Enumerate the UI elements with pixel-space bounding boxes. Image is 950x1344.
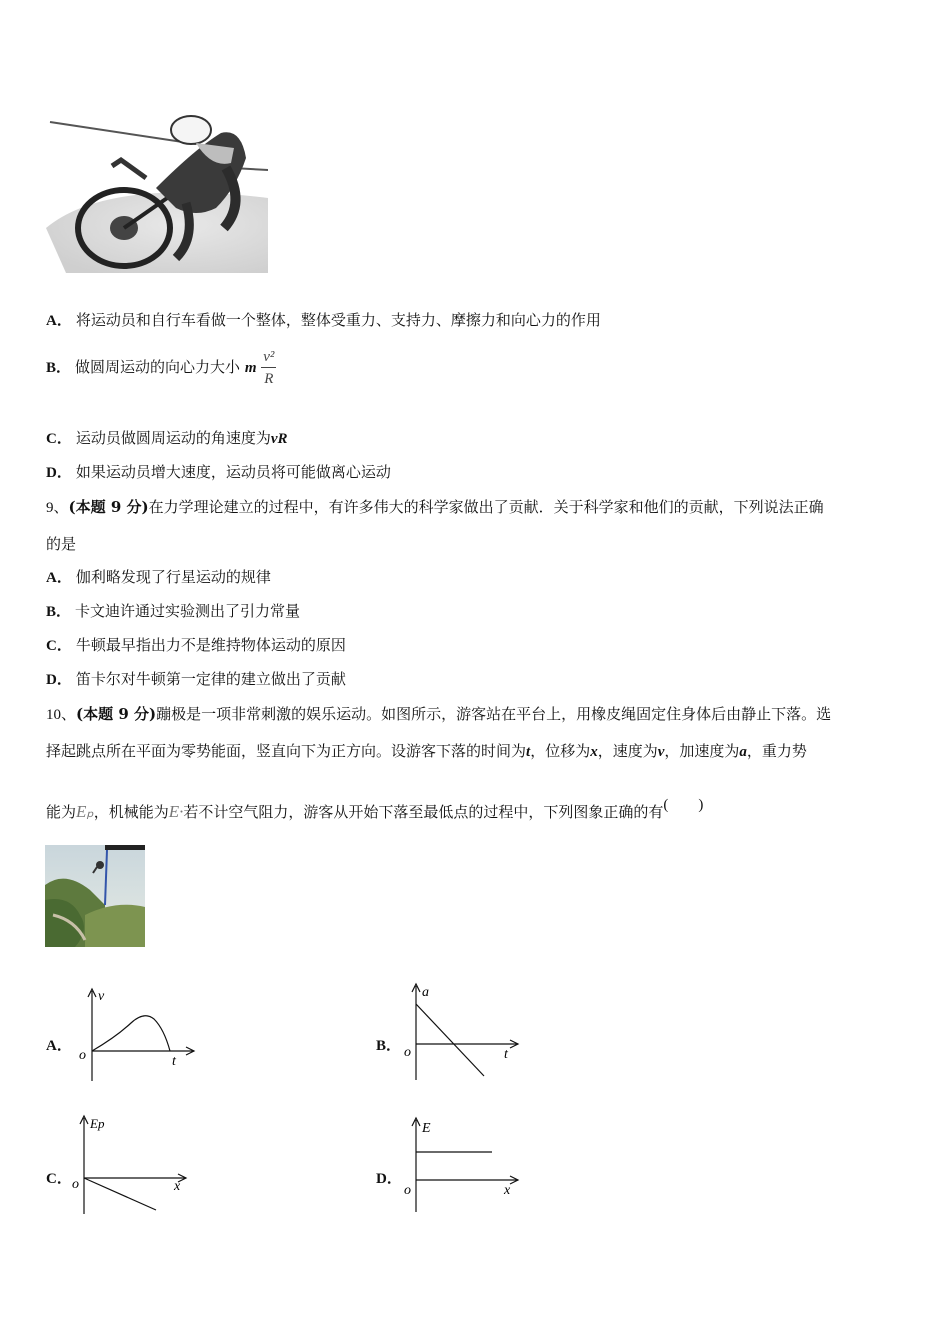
graph-b-origin: o — [404, 1045, 411, 1060]
graph-b-line — [416, 1004, 484, 1076]
q8-option-b: B． 做圆周运动的向心力大小 m $\frac{\text{v²}}{R}$ — [46, 345, 276, 390]
graph-b-letter: B． — [376, 1038, 402, 1054]
graph-d-x-label: x — [504, 1183, 511, 1198]
graph-d-origin: o — [404, 1183, 411, 1198]
graph-c-y-label: Ep — [90, 1116, 105, 1131]
graph-c-letter: C． — [46, 1171, 72, 1187]
graph-b-x-label: t — [504, 1047, 508, 1062]
graph-d — [400, 1114, 524, 1214]
q10-stem-line1: 10、(本题 9 分)蹦极是一项非常刺激的娱乐运动。如图所示，游客站在平台上，用橡皮绳固定住身体后由静止下落。选 — [46, 705, 832, 723]
q9-option-d: D． 笛卡尔对牛顿第一定律的建立做出了贡献 — [46, 670, 346, 688]
graph-c-x-label: x — [174, 1179, 181, 1194]
graph-a-x-label: t — [172, 1054, 176, 1069]
q9-option-b: B． 卡文迪许通过实验测出了引力常量 — [46, 602, 301, 620]
q8-option-a: A． 将运动员和自行车看做一个整体，整体受重力、支持力、摩擦力和向心力的作用 — [46, 311, 601, 329]
graph-b — [400, 980, 524, 1084]
graph-c — [68, 1112, 192, 1216]
q9-option-c: C． 牛顿最早指出力不是维持物体运动的原因 — [46, 636, 346, 654]
graph-d-y-label: E — [422, 1121, 431, 1136]
q9-stem-line2: 的是 — [46, 535, 77, 553]
fraction-v2-over-r: $\frac{\text{v²}}{R}$ — [263, 348, 275, 387]
graph-a-y-label: v — [98, 989, 105, 1004]
q10-stem-line2: 择起跳点所在平面为零势能面，竖直向下为正方向。设游客下落的时间为t，位移为x，速度为v，加速度为a，重力势 — [46, 742, 807, 760]
q9-stem-line1: 9、(本题 9 分)在力学理论建立的过程中，有许多伟大的科学家做出了贡献．关于科学家和他们的贡献，下列说法正确 — [46, 498, 824, 516]
graph-c-line — [84, 1178, 156, 1210]
q8-option-d: D． 如果运动员增大速度，运动员将可能做离心运动 — [46, 463, 391, 481]
graph-d-letter: D． — [376, 1171, 402, 1187]
graph-a — [76, 985, 200, 1085]
graph-a-letter: A． — [46, 1038, 72, 1054]
graph-b-y-label: a — [422, 985, 429, 1000]
graph-a-curve — [92, 1016, 170, 1051]
graph-c-origin: o — [72, 1177, 79, 1192]
graph-a-origin: o — [79, 1048, 86, 1063]
q8-option-c: C． 运动员做圆周运动的角速度为vR — [46, 429, 288, 447]
q9-option-a: A． 伽利略发现了行星运动的规律 — [46, 568, 271, 586]
bungee-photo — [45, 845, 145, 947]
cyclist-photo — [46, 108, 268, 273]
q10-stem-line3: 能为Eₚ，机械能为E·若不计空气阻力，游客从开始下落至最低点的过程中，下列图象正确的有( ) — [46, 797, 704, 821]
